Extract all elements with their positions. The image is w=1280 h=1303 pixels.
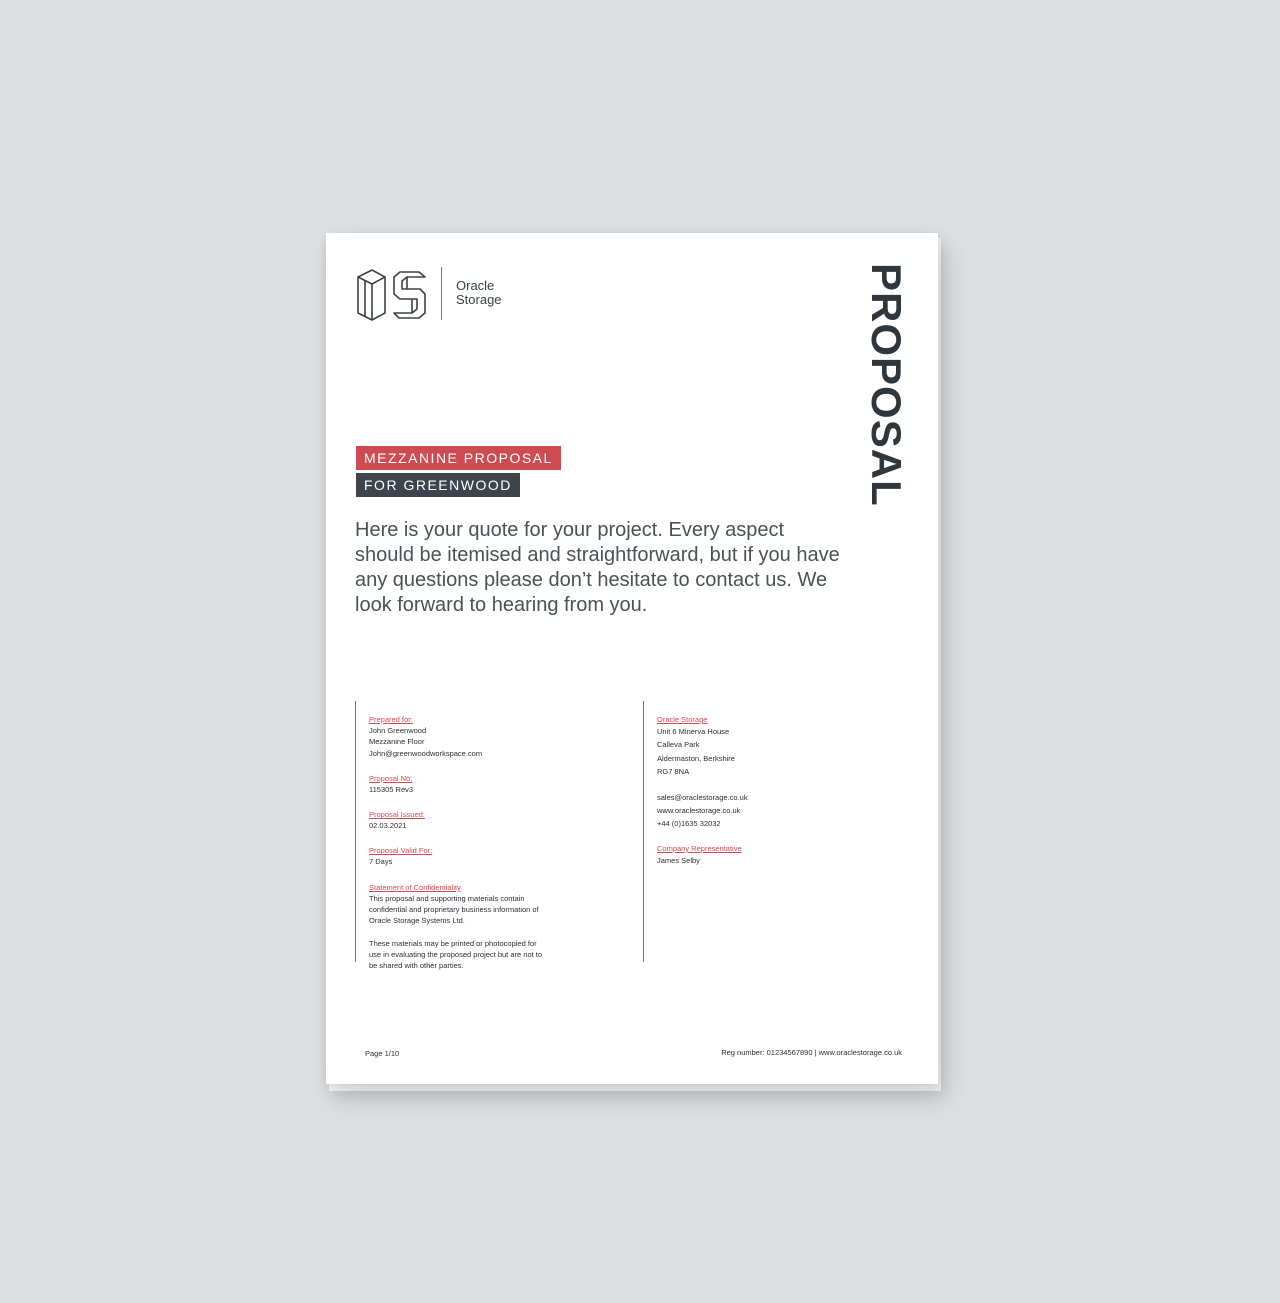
address-line: Aldermaston, Berkshire [657,753,735,763]
address-line: RG7 8NA [657,767,690,777]
company-name [456,279,502,307]
address-line: Calleva Park [657,740,700,750]
company-rep-label: Company Representative [657,843,742,853]
company-logo [355,267,535,323]
prepared-for-field [369,714,599,759]
proposal-details-column [355,701,599,971]
company-phone: +44 (0)1635 32032 [657,819,721,829]
company-contact-field [657,791,887,831]
proposal-no-label: Proposal No: [369,773,413,783]
company-rep-name: James Selby [657,855,700,865]
prepared-for-label: Prepared for: [369,715,413,724]
page-number: Page 1/10 [365,1049,400,1058]
company-contact-column [643,701,887,962]
company-website[interactable]: www.oraclestorage.co.uk [657,806,741,816]
proposal-valid-field [369,845,599,867]
proposal-no-value: 115305 Rev3 [369,784,414,794]
usage-line: These materials may be printed or photocopied for [369,938,537,948]
proposal-valid-label: Proposal Valid For: [369,846,433,856]
client-tag: FOR GREENWOOD [356,473,520,497]
company-label: Oracle Storage [657,715,708,724]
proposal-no-field [369,773,599,795]
company-name-line1: Oracle [456,278,495,293]
client-name: John Greenwood [369,726,427,735]
confidentiality-label: Statement of Confidentiality [369,882,461,892]
proposal-issued-label: Proposal Issued: [369,810,425,820]
usage-line: be shared with other parties. [369,961,464,971]
proposal-page [326,233,938,1084]
confidentiality-line: confidential and proprietary business information of [369,905,539,915]
confidentiality-line: This proposal and supporting materials contain [369,893,525,903]
address-line: Unit 6 Minerva House [657,727,730,736]
client-company: Mezzanine Floor [369,737,425,747]
logo-divider [441,267,442,320]
proposal-issued-field [369,809,599,831]
registration-footer: Reg number: 01234567890 | www.oraclestorage.co.uk [721,1048,902,1057]
confidentiality-line: Oracle Storage Systems Ltd. [369,916,465,926]
proposal-valid-value: 7 Days [369,857,393,867]
vertical-proposal-title: PROPOSAL [863,263,910,507]
company-email[interactable]: sales@oraclestorage.co.uk [657,792,748,802]
usage-line: use in evaluating the proposed project but are not to [369,949,543,959]
proposal-type-tag: MEZZANINE PROPOSAL [356,446,561,470]
intro-paragraph: Here is your quote for your project. Every aspect should be itemised and straightforward, but if you have any questions please don’t hesitate to contact us. We look forward to hearing from you. [355,519,840,616]
company-rep-field [657,843,887,867]
company-address-field [657,714,887,779]
os-monogram-icon [355,267,427,323]
client-email[interactable]: John@greenwoodworkspace.com [369,748,483,758]
confidentiality-field [369,882,599,972]
company-name-line2: Storage [456,292,502,307]
proposal-issued-value: 02.03.2021 [369,821,407,831]
